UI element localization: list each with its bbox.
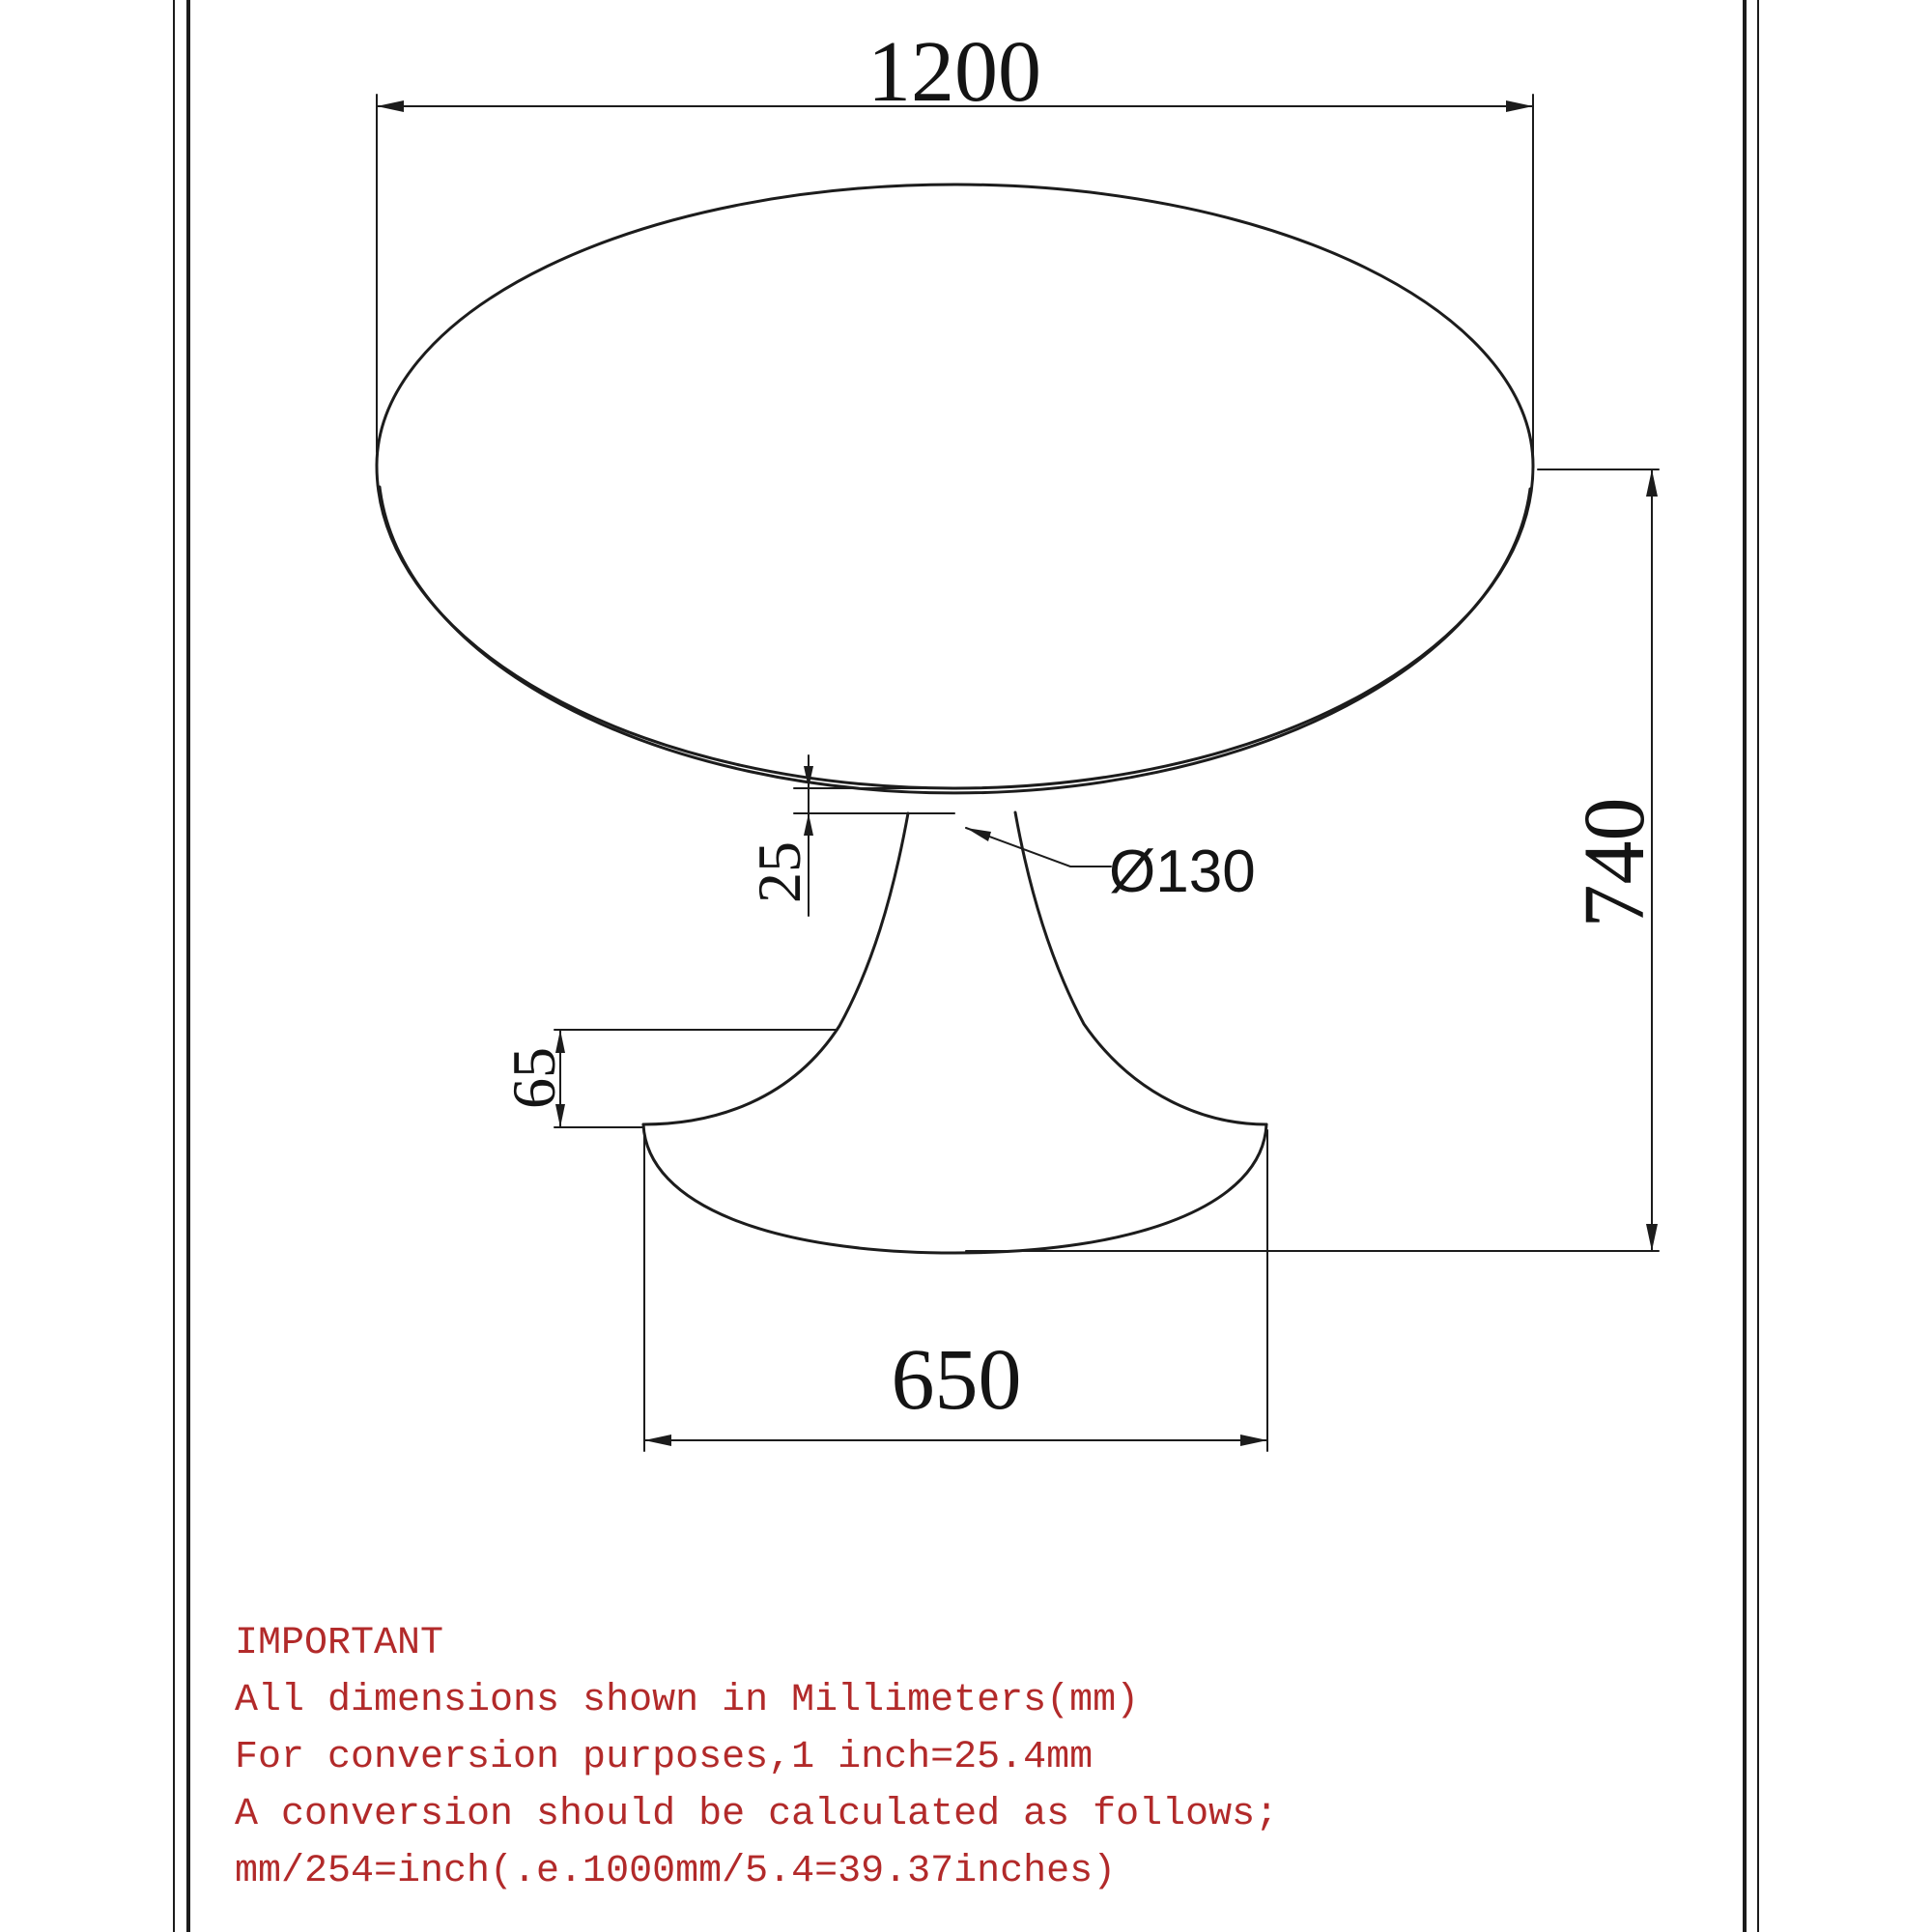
dimension-top-diameter: 1200 [867, 23, 1041, 120]
dimension-650-lines [644, 1130, 1267, 1451]
arrow-up-icon [804, 813, 813, 836]
dimension-base-width: 650 [891, 1331, 1022, 1428]
arrow-down-icon [555, 1104, 565, 1127]
notes-line: All dimensions shown in Millimeters(mm) [235, 1679, 1140, 1722]
arrow-left-icon [644, 1435, 671, 1446]
conversion-notes [235, 1615, 1394, 1900]
dimension-base-edge-height: 65 [499, 1047, 568, 1109]
arrow-up-icon [1646, 469, 1658, 497]
notes-line: A conversion should be calculated as follows; [235, 1793, 1279, 1836]
dimension-65-lines [554, 1030, 838, 1127]
arrow-down-icon [1646, 1224, 1658, 1251]
diameter-leader-lines [966, 828, 1111, 867]
dimension-overall-height: 740 [1566, 797, 1662, 928]
dimension-740-lines [966, 469, 1659, 1251]
arrow-left-icon [377, 100, 404, 112]
notes-line: For conversion purposes,1 inch=25.4mm [235, 1736, 1094, 1779]
arrow-up-icon [555, 1030, 565, 1053]
table-top-outline [377, 185, 1533, 793]
arrow-right-icon [1506, 100, 1533, 112]
notes-heading: IMPORTANT [235, 1622, 444, 1665]
dimension-column-diameter: Ø130 [1109, 838, 1256, 905]
arrow-right-icon [1240, 1435, 1267, 1446]
notes-line: mm/254=inch(.e.1000mm/5.4=39.37inches) [235, 1850, 1117, 1893]
arrow-leader-icon [966, 828, 991, 841]
dimension-1200-lines [377, 95, 1533, 460]
dimension-top-thickness: 25 [745, 841, 813, 903]
